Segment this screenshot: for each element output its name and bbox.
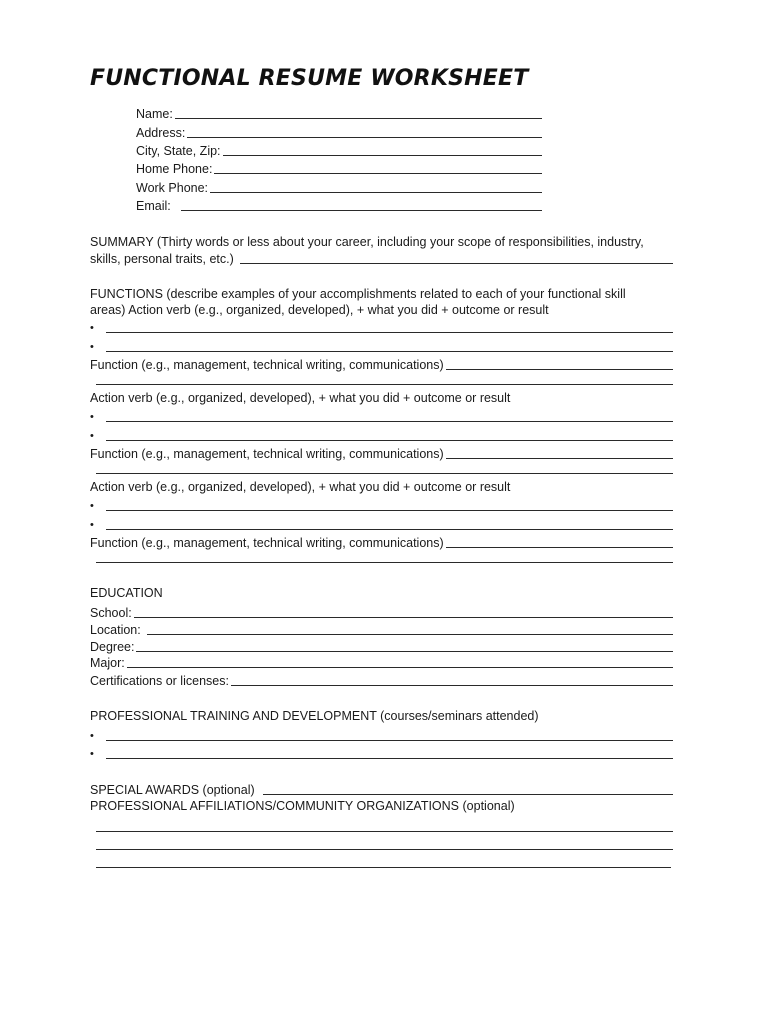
affiliations-line-3[interactable] — [96, 867, 671, 868]
function-line[interactable] — [446, 547, 673, 548]
address-field — [136, 123, 542, 140]
function-2-bullet-1 — [90, 407, 673, 424]
bullet-icon: • — [90, 500, 94, 512]
bullet-line[interactable] — [106, 421, 673, 422]
affiliations-note: (optional) — [462, 799, 515, 813]
city-state-zip-field — [136, 141, 542, 158]
function-line[interactable] — [446, 458, 673, 459]
home-phone-field — [136, 159, 542, 176]
email-label: Email: — [136, 199, 171, 213]
degree-label: Degree: — [90, 640, 135, 654]
affiliations-line-1[interactable] — [96, 831, 673, 832]
special-awards-label: SPECIAL AWARDS (optional) — [90, 783, 255, 797]
location-label: Location: — [90, 623, 141, 637]
home-phone-line[interactable] — [214, 173, 542, 174]
name-label: Name: — [136, 107, 173, 121]
city-state-zip-line[interactable] — [223, 155, 542, 156]
certifications-line[interactable] — [231, 685, 673, 686]
function-label: Function (e.g., management, technical writing, communications) — [90, 447, 444, 461]
function-1-bullet-2 — [90, 337, 673, 354]
training-bullet-2 — [90, 744, 673, 761]
certifications-field — [90, 671, 673, 688]
bullet-icon: • — [90, 730, 94, 742]
education-heading: EDUCATION — [90, 586, 163, 600]
home-phone-label: Home Phone: — [136, 162, 213, 176]
functions-heading: FUNCTIONS (describe examples of your accomplishments related to each of your functional skill — [90, 287, 626, 301]
function-1-bullet-1 — [90, 318, 673, 335]
summary-prompt-line2: skills, personal traits, etc.) — [90, 252, 234, 266]
bullet-line[interactable] — [106, 510, 673, 511]
function-3-bullet-2 — [90, 515, 673, 532]
school-line[interactable] — [134, 617, 673, 618]
function-2-continuation-line[interactable] — [96, 473, 673, 474]
function-3-field — [90, 533, 673, 550]
training-heading — [90, 708, 539, 724]
city-state-zip-label: City, State, Zip: — [136, 144, 221, 158]
name-line[interactable] — [175, 118, 542, 119]
degree-field — [90, 637, 673, 654]
major-field — [90, 653, 673, 670]
special-awards-line[interactable] — [263, 794, 673, 795]
name-field — [136, 104, 542, 121]
degree-line[interactable] — [136, 651, 673, 652]
function-1-field — [90, 355, 673, 372]
work-phone-line[interactable] — [210, 192, 542, 193]
affiliations-heading — [90, 798, 515, 814]
function-3-bullet-1 — [90, 496, 673, 513]
affiliations-line-2[interactable] — [96, 849, 673, 850]
function-label: Function (e.g., management, technical writing, communications) — [90, 358, 444, 372]
bullet-icon: • — [90, 411, 94, 423]
training-bullet-1 — [90, 726, 673, 743]
page-title: FUNCTIONAL RESUME WORKSHEET — [90, 66, 529, 91]
address-label: Address: — [136, 126, 186, 140]
affiliations-heading-text: PROFESSIONAL AFFILIATIONS/COMMUNITY ORGANIZATIONS — [90, 799, 460, 813]
function-label: Function (e.g., management, technical writing, communications) — [90, 536, 444, 550]
function-2-bullet-2 — [90, 426, 673, 443]
bullet-icon: • — [90, 519, 94, 531]
special-awards-field — [90, 780, 673, 797]
bullet-icon: • — [90, 430, 94, 442]
address-line[interactable] — [187, 137, 542, 138]
bullet-line[interactable] — [106, 529, 673, 530]
certifications-label: Certifications or licenses: — [90, 674, 229, 688]
work-phone-field — [136, 178, 542, 195]
work-phone-label: Work Phone: — [136, 181, 209, 195]
function-1-continuation-line[interactable] — [96, 384, 673, 385]
function-line[interactable] — [446, 369, 673, 370]
function-2-field — [90, 444, 673, 461]
functions-instructions: areas) Action verb (e.g., organized, developed), + what you did + outcome or result — [90, 303, 549, 317]
action-verb-instructions: Action verb (e.g., organized, developed), + what you did + outcome or result — [90, 391, 511, 405]
location-field — [90, 620, 673, 637]
summary-line[interactable] — [240, 263, 673, 264]
email-line[interactable] — [181, 210, 542, 211]
summary-field — [90, 249, 673, 266]
training-note: (courses/seminars attended) — [380, 709, 539, 723]
training-heading-text: PROFESSIONAL TRAINING AND DEVELOPMENT — [90, 709, 377, 723]
bullet-icon: • — [90, 322, 94, 334]
location-line[interactable] — [147, 634, 673, 635]
summary-prompt-line1: SUMMARY (Thirty words or less about your career, including your scope of responsibilities, industry, — [90, 235, 644, 249]
bullet-icon: • — [90, 341, 94, 353]
school-field — [90, 603, 673, 620]
function-3-continuation-line[interactable] — [96, 562, 673, 563]
school-label: School: — [90, 606, 132, 620]
major-line[interactable] — [127, 667, 673, 668]
bullet-line[interactable] — [106, 758, 673, 759]
bullet-line[interactable] — [106, 440, 673, 441]
action-verb-instructions: Action verb (e.g., organized, developed), + what you did + outcome or result — [90, 480, 511, 494]
major-label: Major: — [90, 656, 125, 670]
bullet-line[interactable] — [106, 740, 673, 741]
email-field — [136, 196, 542, 213]
bullet-line[interactable] — [106, 351, 673, 352]
bullet-icon: • — [90, 748, 94, 760]
bullet-line[interactable] — [106, 332, 673, 333]
